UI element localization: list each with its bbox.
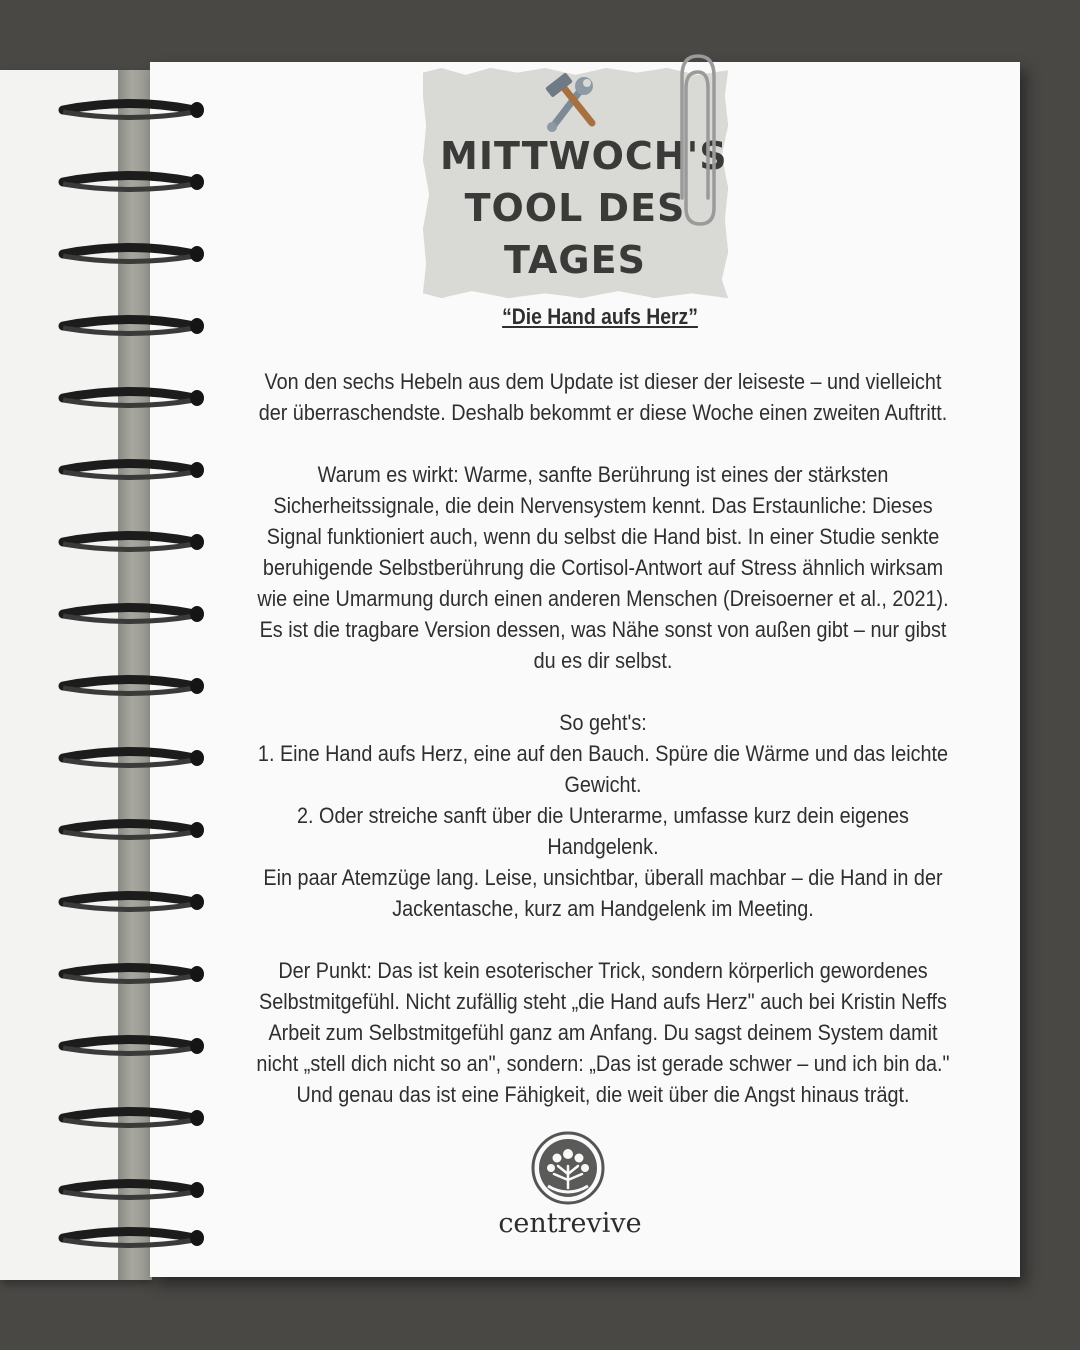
label-title-line3: TAGES xyxy=(504,238,646,282)
spiral-ring xyxy=(55,95,205,125)
label-title-line1: MITTWOCH'S xyxy=(440,134,728,178)
label-title-line2: TOOL DES xyxy=(464,186,686,230)
step-1: 1. Eine Hand aufs Herz, eine auf den Bauch. Spüre die Wärme und das leichte Gewicht. xyxy=(257,741,949,797)
spiral-ring xyxy=(55,815,205,845)
intro-paragraph: Von den sechs Hebeln aus dem Update ist dieser der leiseste – und vielleicht der überraschendste. Deshalb bekommt er diese Woche einen zweiten Auftritt. xyxy=(258,369,948,425)
spiral-binding xyxy=(55,95,225,1255)
spiral-ring xyxy=(55,1103,205,1133)
why-paragraph: Warum es wirkt: Warme, sanfte Berührung ist eines der stärksten Sicherheitssignale, die dein Nervensystem kennt. Das Erstaunliche: Dieses Signal funktioniert auch, wenn du selbst die Hand bist. In einer Studie senkte beruhigende Selbstberührung die Cortisol-Antwort auf Stress ähnlich wirksam wie eine Umarmung durch einen anderen Menschen (Dreisoerner et al., 2021). Es ist die tragbare Version dessen, was Nähe sonst von außen gibt – nur gibst du es dir selbst. xyxy=(257,462,949,673)
closing-line: Und genau das ist eine Fähigkeit, die weit über die Angst hinaus trägt. xyxy=(296,1082,910,1107)
spiral-ring xyxy=(55,1223,205,1253)
point-paragraph: Der Punkt: Das ist kein esoterischer Trick, sondern körperlich gewordenes Selbstmitgefühl. Nicht zufällig steht „die Hand aufs Herz" auch bei Kristin Neffs Arbeit zum Selbstmitgefühl ganz am Anfang. Du sagst deinem System damit nicht „stell dich nicht so an", sondern: „Das ist gerade schwer – und ich bin da." xyxy=(256,958,950,1076)
spiral-ring xyxy=(55,311,205,341)
spiral-ring xyxy=(55,1175,205,1205)
spiral-ring xyxy=(55,527,205,557)
spiral-ring xyxy=(55,743,205,773)
spiral-ring xyxy=(55,383,205,413)
spiral-ring xyxy=(55,455,205,485)
spiral-ring xyxy=(55,671,205,701)
spiral-ring xyxy=(55,239,205,269)
brand-name: centrevive xyxy=(498,1208,642,1239)
spiral-ring xyxy=(55,599,205,629)
hammer-and-wrench-icon xyxy=(540,73,602,133)
step-2: 2. Oder streiche sanft über die Unterarme, umfasse kurz dein eigenes Handgelenk. xyxy=(297,803,909,859)
tree-in-circle-logo xyxy=(530,1130,606,1206)
spiral-ring xyxy=(55,1031,205,1061)
howto-section xyxy=(253,707,953,924)
howto-heading: So geht's: xyxy=(559,710,647,735)
spiral-ring xyxy=(55,959,205,989)
step-3: Ein paar Atemzüge lang. Leise, unsichtbar, überall machbar – die Hand in der Jackentasche, kurz am Handgelenk im Meeting. xyxy=(263,865,943,921)
spiral-ring xyxy=(55,887,205,917)
body-text xyxy=(253,366,953,1141)
subtitle: “Die Hand aufs Herz” xyxy=(502,304,698,329)
spiral-ring xyxy=(55,167,205,197)
paperclip-icon xyxy=(668,48,720,228)
